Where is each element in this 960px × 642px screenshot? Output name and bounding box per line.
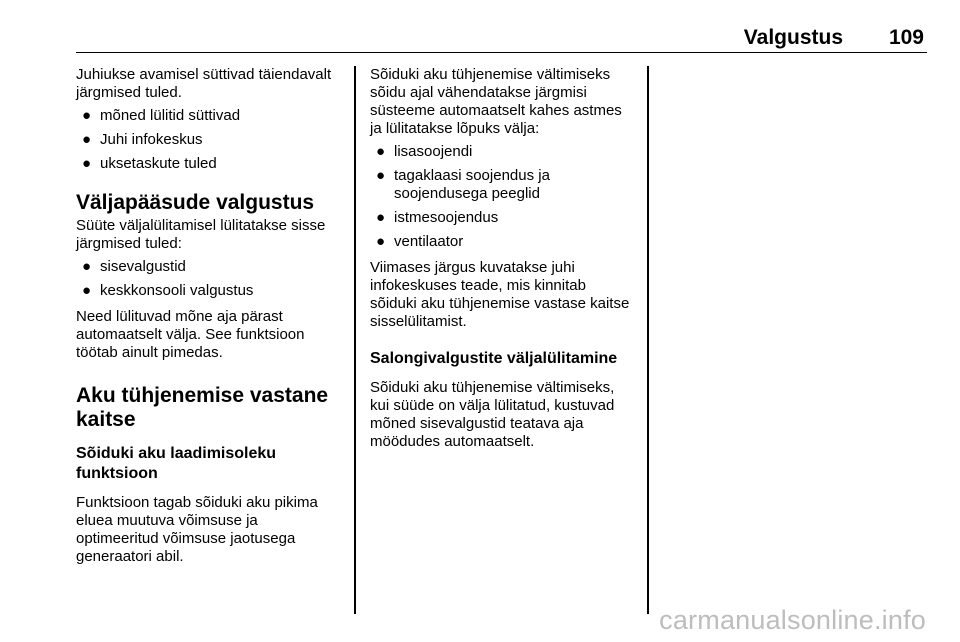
final-stage-text: Viimases järgus kuvatakse juhi infokeskuses teade, mis kinnitab sõiduki aku tühjenemise vastase kaitse sisselülitamist. (370, 259, 630, 330)
exit-lights-list (76, 258, 340, 300)
exit-after-text: Need lülituvad mõne aja pärast automaatselt välja. See funktsioon töötab ainult pimedas. (76, 308, 305, 361)
bullet-icon: ● (376, 143, 386, 160)
column-divider-right (647, 66, 649, 614)
watermark: carmanualsonline.info (659, 605, 926, 635)
bullet-icon: ● (82, 155, 92, 172)
list-item: ● tagaklaasi soojendus ja soojendusega peeglid (376, 167, 550, 202)
page-header (76, 22, 927, 53)
load-shedding-text: Sõiduki aku tühjenemise vältimiseks sõidu ajal vähendatakse järgmisi süsteeme automaatselt kahes astmes ja lülitatakse lõpuks välja: (370, 66, 622, 137)
bullet-icon: ● (376, 167, 386, 184)
list-item: ● istmesoojendus (376, 209, 499, 226)
heading-exit-lighting: Väljapääsude valgustus (76, 191, 315, 214)
charge-text: Funktsioon tagab sõiduki aku pikima eluea muutuva võimsuse ja optimeeritud võimsuse jaotusega generaatori abil. (76, 494, 318, 565)
bullet-icon: ● (82, 282, 92, 299)
load-shedding-list (370, 143, 634, 251)
heading-battery-protection: Aku tühjenemise vastane kaitse (76, 384, 329, 431)
bullet-icon: ● (376, 209, 386, 226)
list-item: ● sisevalgustid (82, 258, 186, 275)
column-middle (370, 66, 634, 451)
bullet-icon: ● (376, 233, 386, 250)
interior-lights-text: Sõiduki aku tühjenemise vältimiseks, kui süüde on välja lülitatud, kustuvad mõned sisevalgustid teatava aja möödudes automaatselt. (370, 379, 615, 450)
heading-battery-charge: Sõiduki aku laadimisoleku funktsioon (76, 445, 277, 482)
list-item: ● uksetaskute tuled (82, 155, 217, 172)
page-number: 109 (888, 26, 924, 49)
bullet-icon: ● (82, 107, 92, 124)
list-item: ● mõned lülitid süttivad (82, 107, 241, 124)
door-lights-list (76, 107, 340, 173)
section-title: Valgustus (743, 26, 843, 49)
list-item: ● keskkonsooli valgustus (82, 282, 254, 299)
list-item: ● Juhi infokeskus (82, 131, 203, 148)
column-left (76, 66, 340, 566)
bullet-icon: ● (82, 258, 92, 275)
list-item: ● ventilaator (376, 233, 464, 250)
bullet-icon: ● (82, 131, 92, 148)
column-divider-left (354, 66, 356, 614)
list-item: ● lisasoojendi (376, 143, 473, 160)
exit-text: Süüte väljalülitamisel lülitatakse sisse järgmised tuled: (76, 217, 326, 252)
heading-interior-lights-off: Salongivalgustite väljalülitamine (370, 350, 618, 367)
intro-text: Juhiukse avamisel süttivad täiendavalt järgmised tuled. (76, 66, 332, 101)
